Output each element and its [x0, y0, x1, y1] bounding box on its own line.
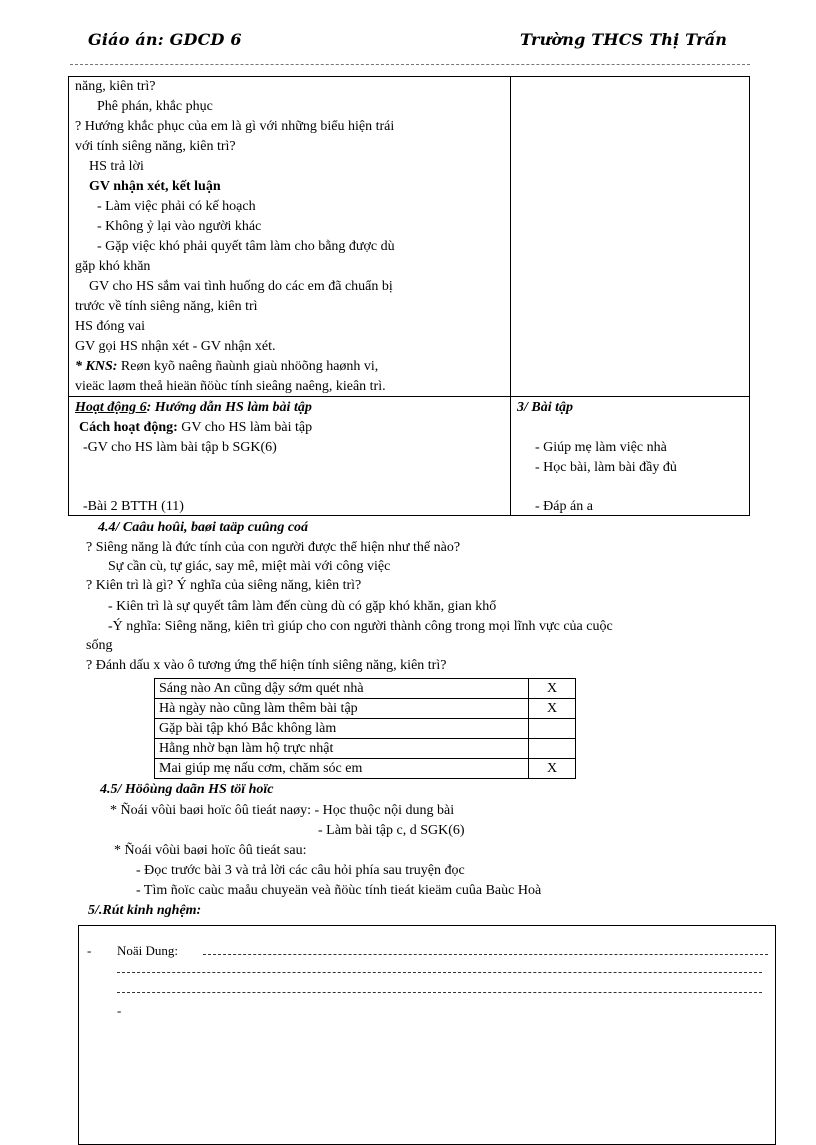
table-left-line: - Gặp việc khó phải quyết tâm làm cho bằng được dù — [97, 239, 395, 254]
checklist-mark — [529, 739, 576, 759]
method-text: GV cho HS làm bài tập — [181, 420, 313, 435]
section-45-line: - Đọc trước bài 3 và trả lời các câu hỏi phía sau truyện đọc — [136, 863, 465, 878]
experience-content-label: Noäi Dung: — [117, 943, 179, 958]
table-left-line: GV nhận xét, kết luận — [89, 179, 221, 194]
kns-text-2: vieäc laøm theå hieän ñöùc tính sieâng naêng, kieân trì. — [75, 379, 386, 394]
table-left-line: với tính siêng năng, kiên trì? — [75, 139, 236, 154]
checklist-text: Hà ngày nào cũng làm thêm bài tập — [155, 699, 529, 719]
table-left-line: - Không ỷ lại vào người khác — [97, 219, 262, 234]
activity-title-line — [75, 399, 312, 417]
experience-dash: - — [117, 1003, 122, 1018]
section-44-line: Sự cần cù, tự giác, say mê, miệt mài với công việc — [108, 559, 391, 574]
section-44-line: - Kiên trì là sự quyết tâm làm đến cùng dù có gặp khó khăn, gian khổ — [108, 599, 497, 614]
table-left-line: HS trả lời — [89, 159, 144, 174]
exercise-answer: - Học bài, làm bài đầy đủ — [535, 460, 677, 475]
method-line — [79, 419, 312, 437]
table-left-bottom-line: -GV cho HS làm bài tập b SGK(6) — [83, 440, 277, 455]
section-44-line: -Ý nghĩa: Siêng năng, kiên trì giúp cho con người thành công trong mọi lĩnh vực của cuộc — [108, 619, 613, 634]
checklist-mark: X — [529, 699, 576, 719]
table-row-divider — [69, 396, 749, 397]
experience-dotted-line — [117, 972, 762, 973]
checklist-row — [155, 759, 576, 779]
checklist-row — [155, 699, 576, 719]
checklist-text: Gặp bài tập khó Bắc không làm — [155, 719, 529, 739]
checklist-row — [155, 719, 576, 739]
method-label: Cách hoạt động: — [79, 420, 178, 435]
experience-dash: - — [87, 943, 92, 958]
table-left-line: trước về tính siêng năng, kiên trì — [75, 299, 258, 314]
experience-dotted-line — [117, 992, 762, 993]
checklist-mark: X — [529, 679, 576, 699]
section-45-line: - Tìm ñoïc caùc maåu chuyeän veà ñöùc tính tieát kieäm cuûa Baùc Hoà — [136, 883, 542, 898]
table-left-line: HS đóng vai — [75, 319, 145, 334]
checklist-text: Sáng nào An cũng dậy sớm quét nhà — [155, 679, 529, 699]
section-45-line: * Ñoái vôùi baøi hoïc ôû tieát sau: — [114, 843, 307, 858]
checklist-text: Mai giúp mẹ nấu cơm, chăm sóc em — [155, 759, 529, 779]
experience-dotted-line — [203, 954, 768, 955]
section-44-title: 4.4/ Caâu hoûi, baøi taäp cuûng coá — [98, 520, 309, 535]
kns-label: * KNS: — [75, 359, 118, 374]
table-left-bottom-line: -Bài 2 BTTH (11) — [83, 499, 184, 514]
kns-line-1 — [75, 358, 378, 376]
table-left-line: GV cho HS sắm vai tình huống do các em đã chuẩn bị — [89, 279, 393, 294]
checklist-row — [155, 739, 576, 759]
exercise-title: 3/ Bài tập — [517, 400, 574, 415]
table-left-line: - Làm việc phải có kế hoạch — [97, 199, 256, 214]
header-divider — [70, 64, 750, 65]
section-45-line: - Làm bài tập c, d SGK(6) — [318, 823, 465, 838]
table-left-line: GV gọi HS nhận xét - GV nhận xét. — [75, 339, 276, 354]
checklist-text: Hằng nhờ bạn làm hộ trực nhật — [155, 739, 529, 759]
section-45-line: * Ñoái vôùi baøi hoïc ôû tieát naøy: - Học thuộc nội dung bài — [110, 803, 455, 818]
table-left-line: gặp khó khăn — [75, 259, 151, 274]
header-right: Trường THCS Thị Trấn — [520, 30, 728, 49]
activity-title-rest: : Hướng dẫn HS làm bài tập — [146, 400, 312, 415]
table-left-line: ? Hướng khắc phục của em là gì với những biểu hiện trái — [75, 119, 395, 134]
header-left: Giáo án: GDCD 6 — [88, 30, 242, 49]
section-44-line: sống — [86, 638, 113, 653]
activity-title: Hoạt động 6 — [75, 400, 147, 415]
checklist-mark: X — [529, 759, 576, 779]
section-44-line: ? Đánh dấu x vào ô tương ứng thể hiện tính siêng năng, kiên trì? — [86, 658, 447, 673]
experience-box — [78, 925, 776, 1145]
section-44-line: ? Siêng năng là đức tính của con người được thể hiện như thế nào? — [86, 540, 461, 555]
exercise-answer: - Đáp án a — [535, 499, 593, 514]
exercise-answer: - Giúp mẹ làm việc nhà — [535, 440, 667, 455]
lesson-table — [68, 76, 750, 516]
kns-text-1: Reøn kyõ naêng ñaùnh giaù nhöõng haønh vi, — [120, 359, 379, 374]
table-left-line: năng, kiên trì? — [75, 79, 156, 94]
checklist-table — [154, 678, 576, 779]
table-left-line: Phê phán, khắc phục — [97, 99, 213, 114]
checklist-mark — [529, 719, 576, 739]
checklist-row — [155, 679, 576, 699]
section-44-line: ? Kiên trì là gì? Ý nghĩa của siêng năng, kiên trì? — [86, 578, 362, 593]
section-5-title: 5/.Rút kinh nghệm: — [88, 903, 202, 918]
section-45-title: 4.5/ Höôùng daãn HS töï hoïc — [100, 782, 274, 797]
table-column-divider — [510, 77, 511, 515]
